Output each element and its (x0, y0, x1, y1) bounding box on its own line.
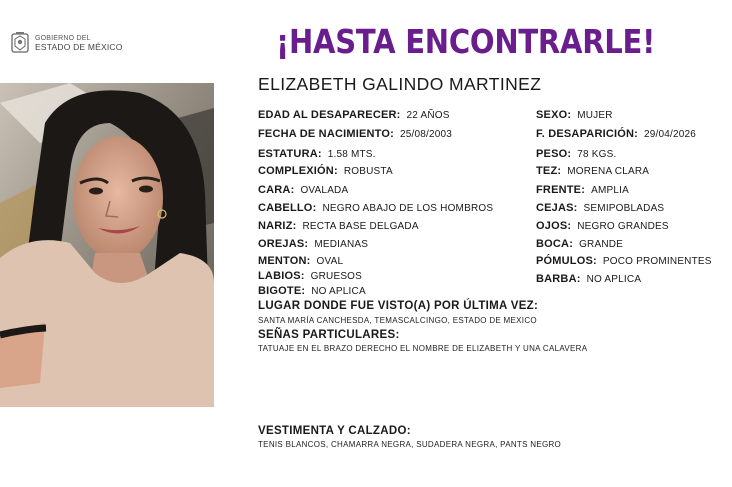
left-field-label: COMPLEXIÓN: (258, 165, 338, 177)
clothing-text: TENIS BLANCOS, CHAMARRA NEGRA, SUDADERA NEGRA, PANTS NEGRO (258, 440, 562, 449)
right-field-value: GRANDE (579, 239, 624, 250)
right-field-value: NEGRO GRANDES (577, 221, 669, 232)
right-field-value: SEMIPOBLADAS (583, 203, 665, 214)
left-field-value: MEDIANAS (314, 239, 369, 250)
left-field (258, 148, 376, 161)
left-field (258, 128, 452, 141)
right-field-label: BARBA: (536, 273, 581, 285)
left-field-value: NEGRO ABAJO DE LOS HOMBROS (322, 203, 494, 214)
right-field-label: SEXO: (536, 109, 572, 121)
left-field-label: LABIOS: (258, 270, 305, 282)
right-field (536, 109, 613, 122)
left-field-label: FECHA DE NACIMIENTO: (258, 128, 394, 140)
right-field (536, 165, 649, 178)
right-field-label: TEZ: (536, 165, 562, 177)
left-field (258, 184, 348, 197)
right-field (536, 148, 616, 161)
right-field-value: POCO PROMINENTES (602, 256, 712, 267)
right-field-value: MUJER (577, 110, 613, 121)
clothing-title: VESTIMENTA Y CALZADO: (258, 425, 411, 437)
right-field (536, 238, 623, 251)
right-field-value: 29/04/2026 (644, 129, 697, 140)
right-field-value: 78 KGS. (577, 149, 617, 160)
right-field-label: FRENTE: (536, 184, 586, 196)
left-field (258, 255, 343, 268)
left-field (258, 165, 393, 178)
left-field-value: 25/08/2003 (400, 129, 453, 140)
right-field (536, 273, 641, 286)
right-field (536, 128, 696, 141)
left-field (258, 109, 450, 122)
right-field-value: NO APLICA (586, 274, 642, 285)
logo-line-1: GOBIERNO DEL (35, 34, 91, 42)
left-field-value: OVAL (316, 256, 344, 267)
right-field-label: CEJAS: (536, 202, 578, 214)
person-name: ELIZABETH GALINDO MARTINEZ (258, 74, 542, 94)
left-field-label: MENTON: (258, 255, 311, 267)
left-field (258, 202, 493, 215)
right-field (536, 255, 712, 268)
right-field-label: F. DESAPARICIÓN: (536, 128, 639, 140)
left-field-label: OREJAS: (258, 238, 309, 250)
left-field-label: BIGOTE: (258, 285, 306, 297)
logo-line-2: ESTADO DE MÉXICO (35, 41, 123, 52)
last-seen-title: LUGAR DONDE FUE VISTO(A) POR ÚLTIMA VEZ: (258, 300, 539, 312)
right-field (536, 202, 664, 215)
right-field (536, 184, 629, 197)
left-field-value: GRUESOS (310, 271, 363, 282)
left-field (258, 220, 419, 233)
right-field-label: PÓMULOS: (536, 255, 597, 267)
left-field-value: OVALADA (300, 185, 349, 196)
right-field (536, 220, 669, 233)
headline: ¡HASTA ENCONTRARLE! (276, 22, 656, 61)
state-seal-icon (10, 31, 30, 55)
marks-text: TATUAJE EN EL BRAZO DERECHO EL NOMBRE DE ELIZABETH Y UNA CALAVERA (258, 344, 588, 353)
left-field-label: NARIZ: (258, 220, 297, 232)
left-field (258, 285, 366, 298)
person-photo (0, 83, 214, 407)
last-seen-text: SANTA MARÍA CANCHESDA, TEMASCALCINGO, ESTADO DE MEXICO (258, 316, 537, 325)
right-field-label: BOCA: (536, 238, 574, 250)
left-field-value: 22 AÑOS (406, 110, 450, 121)
right-field-label: OJOS: (536, 220, 572, 232)
left-field-label: EDAD AL DESAPARECER: (258, 109, 401, 121)
right-field-value: MORENA CLARA (567, 166, 650, 177)
left-field-value: 1.58 MTS. (327, 149, 376, 160)
right-field-value: AMPLIA (591, 185, 629, 196)
left-field-value: ROBUSTA (343, 166, 393, 177)
left-field-label: CARA: (258, 184, 295, 196)
left-field-label: ESTATURA: (258, 148, 322, 160)
government-logo (10, 30, 130, 56)
marks-title: SEÑAS PARTICULARES: (258, 329, 400, 341)
left-field-value: RECTA BASE DELGADA (302, 221, 419, 232)
left-field-value: NO APLICA (311, 286, 366, 297)
right-field-label: PESO: (536, 148, 572, 160)
left-field-label: CABELLO: (258, 202, 317, 214)
left-field (258, 238, 368, 251)
left-field (258, 270, 362, 283)
